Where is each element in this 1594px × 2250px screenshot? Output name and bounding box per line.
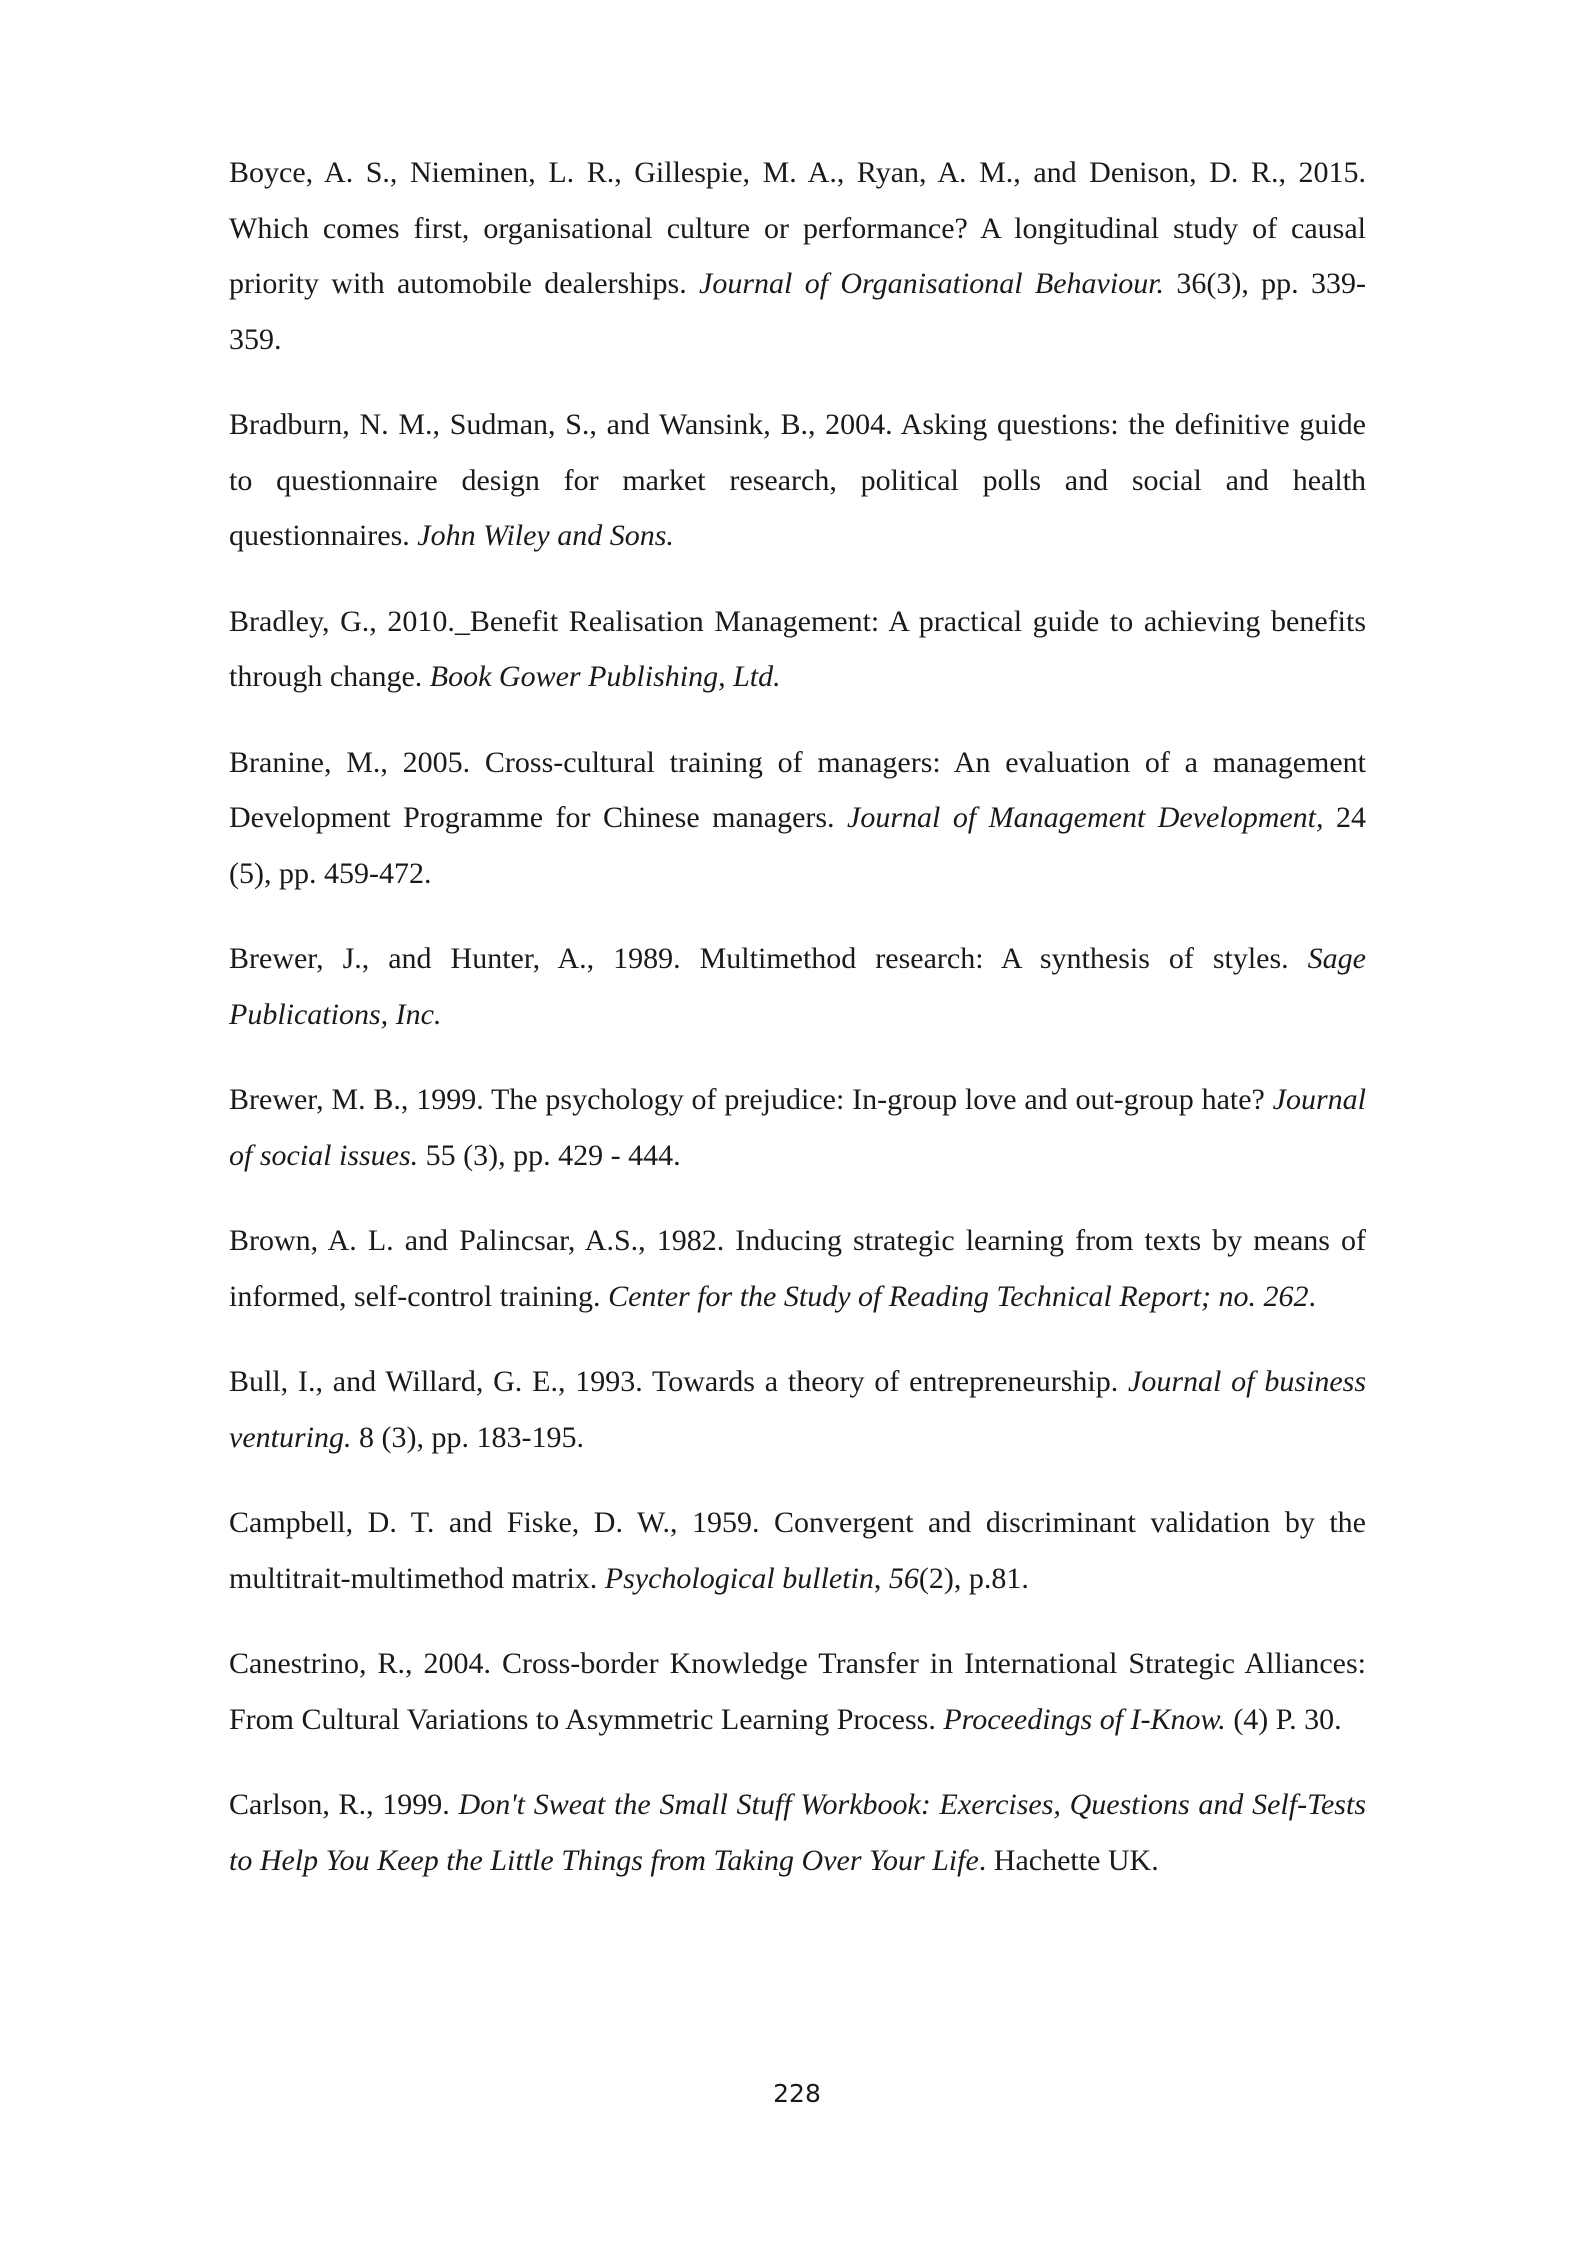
ref-title: Cross-cultural training of managers: An evaluation of a management Development Programme for Chinese managers. [229, 745, 1367, 834]
ref-title: Cross-border Knowledge Transfer in International Strategic Alliances: From Cultural Variations to Asymmetric Learning Process. [229, 1647, 1366, 1736]
ref-authors: Branine, M., 2005. [229, 745, 471, 779]
ref-source: Center for the Study of Reading Technical Report; no. 262 [608, 1279, 1309, 1313]
ref-details: 55 (3), pp. 429 - 444. [418, 1138, 681, 1172]
ref-details: 8 (3), pp. 183-195. [351, 1420, 584, 1454]
ref-title: Multimethod research: A synthesis of styles. [680, 942, 1308, 975]
ref-details: 24 (5), pp. 459-472. [229, 801, 1367, 890]
reference-entry [229, 1213, 1366, 1324]
ref-authors: Boyce, A. S., Nieminen, L. R., Gillespie, M. A., Ryan, A. M., and Denison, D. R., 2015. [229, 156, 1366, 189]
ref-details-tail: (2), p.81. [918, 1561, 1029, 1595]
ref-volume: 56 [888, 1561, 919, 1595]
ref-details: . [1308, 1279, 1317, 1313]
ref-source: Sage Publications, Inc. [229, 942, 1366, 1031]
ref-title: _Benefit Realisation Management: A practical guide to achieving benefits through change. [229, 604, 1366, 693]
reference-list [229, 145, 1366, 1918]
ref-authors: Campbell, D. T. and Fiske, D. W., 1959. [229, 1506, 760, 1539]
reference-entry [229, 1072, 1366, 1183]
reference-entry [229, 1777, 1366, 1888]
ref-authors: Brewer, J., and Hunter, A., 1989. [229, 942, 681, 975]
reference-entry [229, 931, 1366, 1042]
ref-title: The psychology of prejudice: In-group love and out-group hate? [483, 1083, 1273, 1116]
ref-details: (4) P. 30. [1225, 1702, 1342, 1736]
ref-authors: Canestrino, R., 2004. [229, 1647, 491, 1680]
ref-source: Journal of business venturing. [229, 1365, 1367, 1454]
page-number: 228 [773, 2079, 821, 2108]
reference-entry [229, 1354, 1366, 1465]
ref-details: . Hachette UK. [978, 1843, 1159, 1877]
reference-entry [229, 594, 1366, 705]
ref-source: Journal of Organisational Behaviour. [699, 267, 1165, 300]
ref-title: Which comes first, organisational culture or performance? A longitudinal study of causal priority with automobile dealerships. [229, 211, 1366, 300]
ref-details: 36(3), pp. 339-359. [229, 267, 1366, 356]
ref-title [450, 1788, 459, 1821]
ref-source: Proceedings of I-Know. [943, 1702, 1226, 1736]
ref-source: Book Gower Publishing, Ltd. [429, 660, 781, 693]
ref-source: Journal of Management Development, [847, 801, 1324, 834]
ref-source: Journal of social issues. [229, 1083, 1366, 1172]
reference-entry [229, 735, 1366, 902]
ref-source: Don't Sweat the Small Stuff Workbook: Exercises, Questions and Self-Tests to Help You Keep the Little Things from Taking Over Your Life [229, 1788, 1366, 1877]
reference-entry [229, 145, 1366, 367]
ref-title: Inducing strategic learning from texts by means of informed, self-control training. [229, 1224, 1366, 1313]
ref-authors: Bradley, G., 2010. [229, 604, 455, 638]
ref-details: , [873, 1561, 889, 1595]
ref-authors: Brown, A. L. and Palincsar, A.S., 1982. [229, 1224, 725, 1257]
ref-source: Psychological bulletin [604, 1561, 874, 1595]
ref-authors: Carlson, R., 1999. [229, 1788, 450, 1821]
ref-authors: Bull, I., and Willard, G. E., 1993. [229, 1365, 643, 1398]
ref-title: Towards a theory of entrepreneurship. [642, 1365, 1129, 1398]
ref-authors: Brewer, M. B., 1999. [229, 1083, 484, 1116]
ref-source: John Wiley and Sons. [417, 519, 674, 552]
ref-authors: Bradburn, N. M., Sudman, S., and Wansink, B., 2004. [229, 408, 893, 441]
ref-title: Asking questions: the definitive guide to questionnaire design for market research, political polls and social and health questionnaires. [229, 408, 1366, 552]
reference-entry [229, 1636, 1366, 1747]
reference-entry [229, 397, 1366, 564]
ref-title: Convergent and discriminant validation by the multitrait-multimethod matrix. [229, 1506, 1366, 1595]
reference-entry [229, 1495, 1366, 1606]
